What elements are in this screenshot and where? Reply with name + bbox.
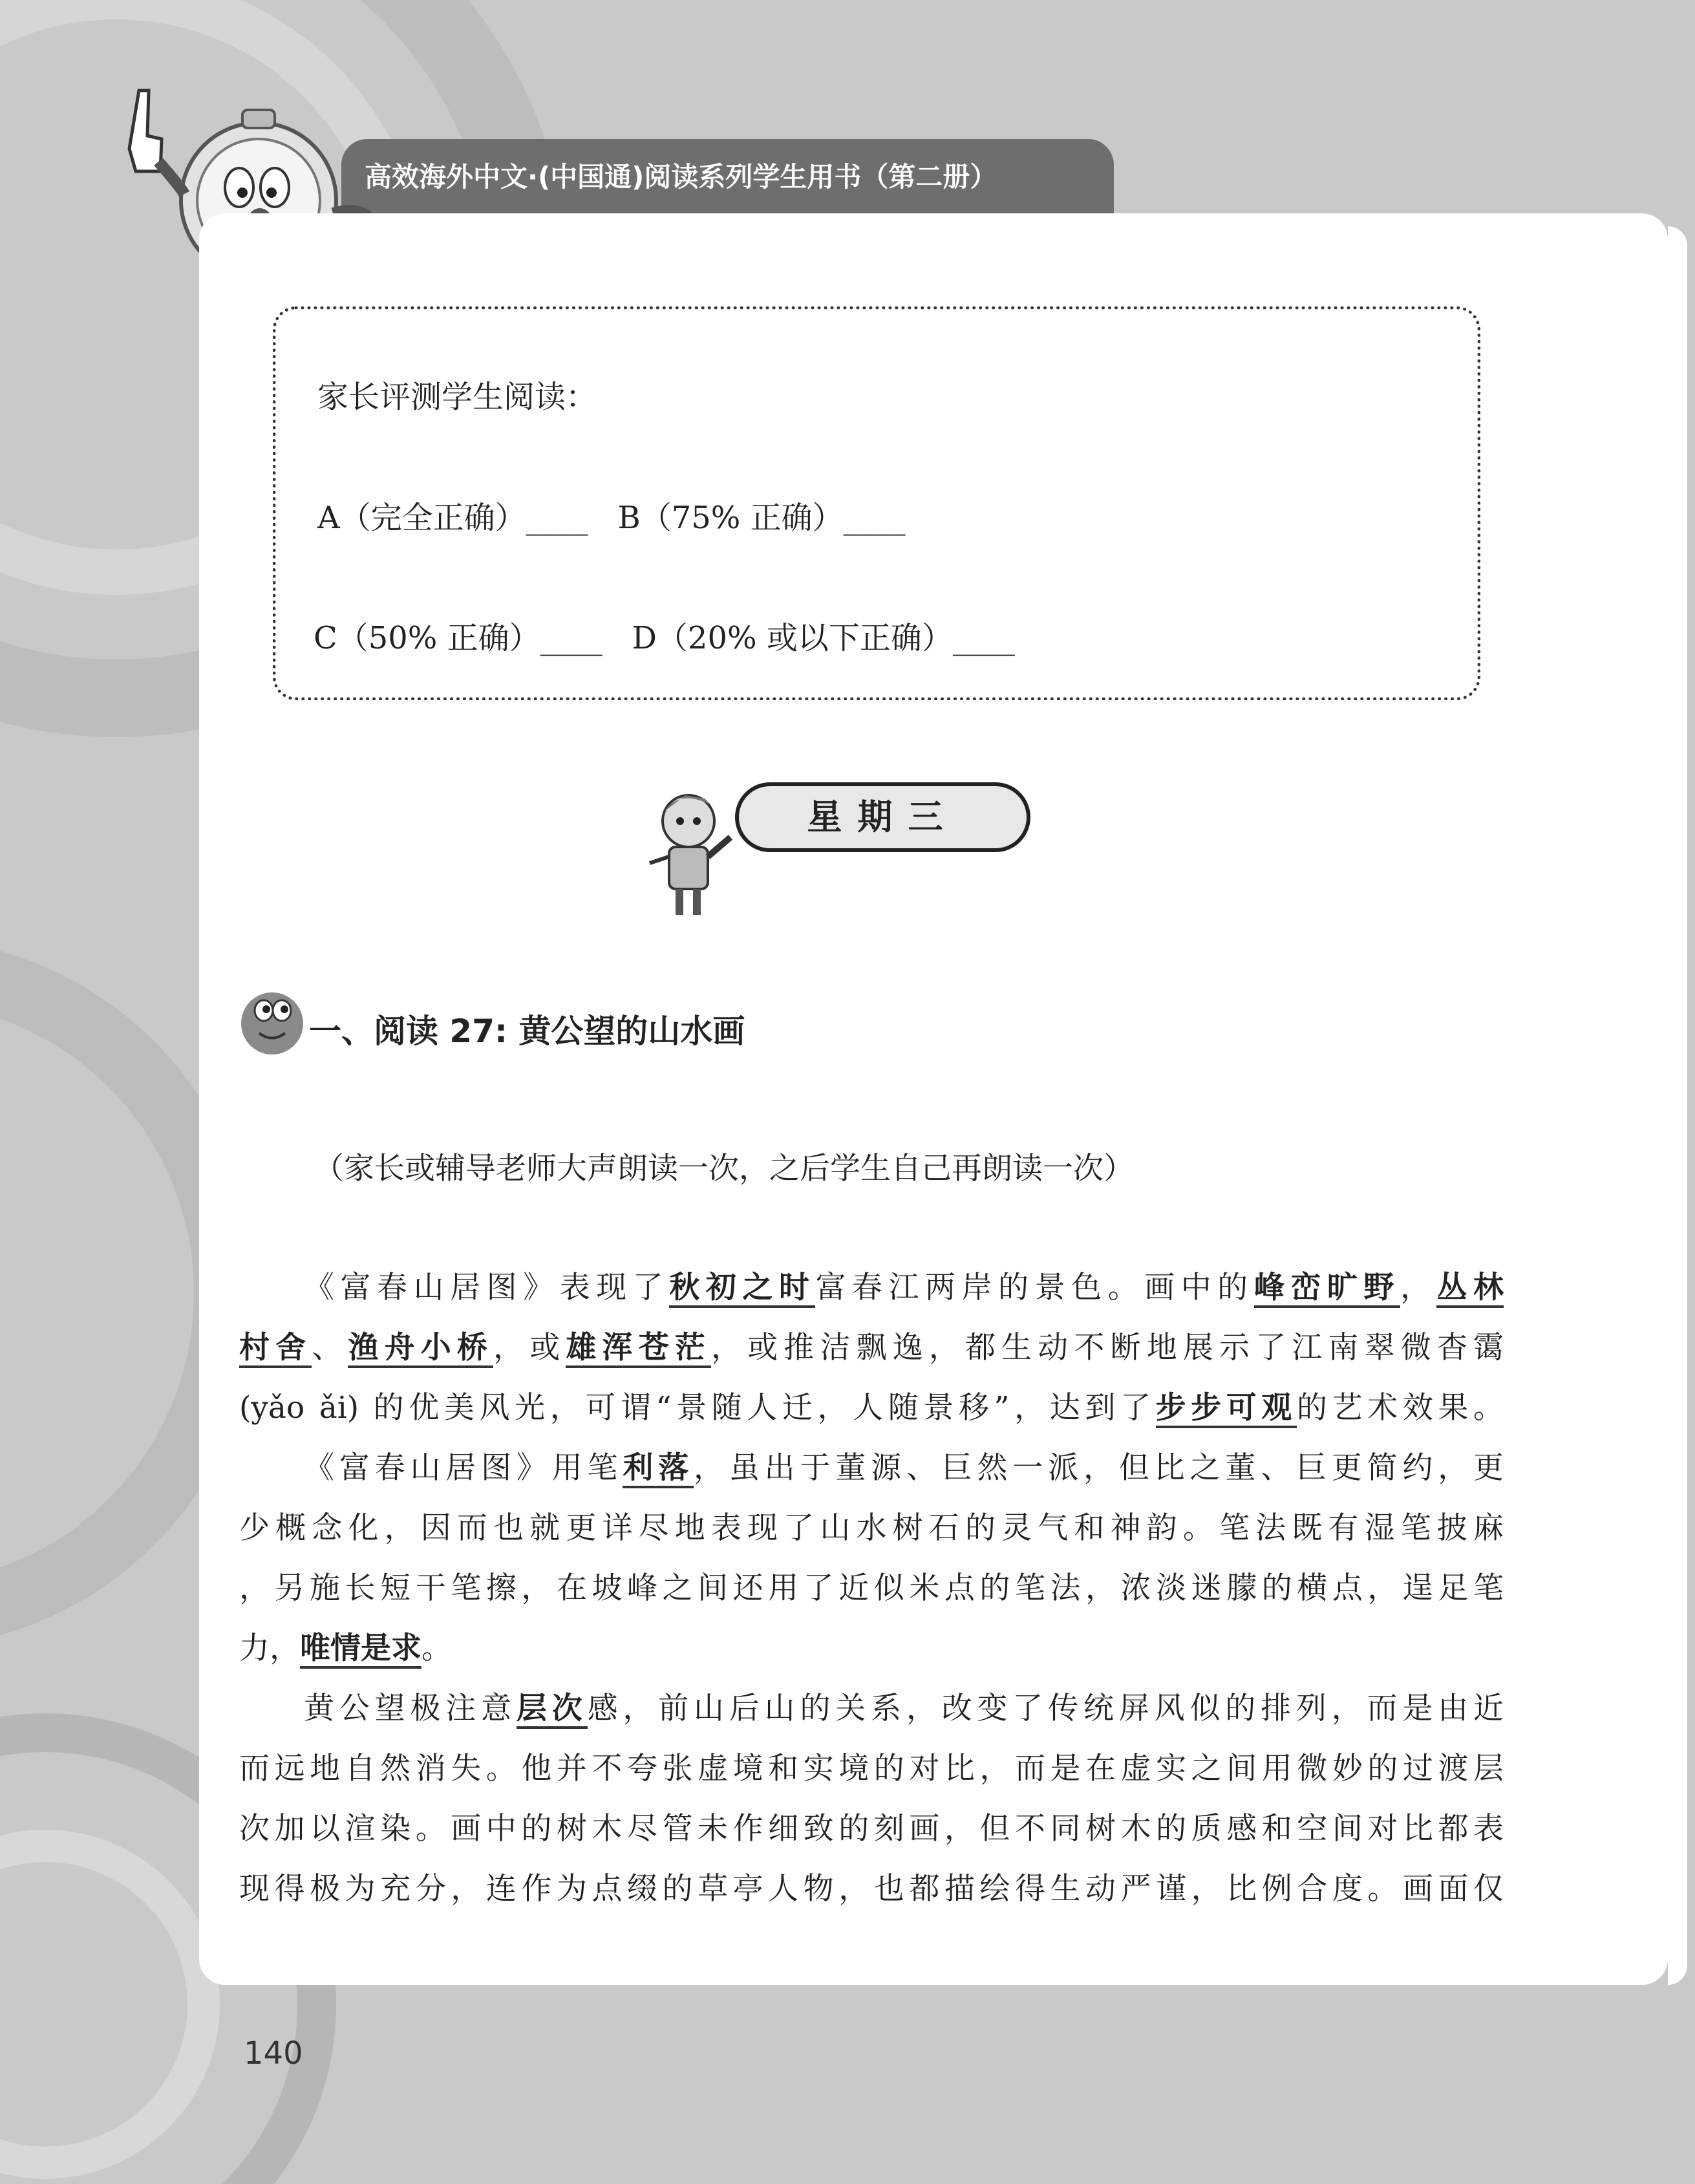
passage-text: 的艺术效果。	[1297, 1390, 1504, 1426]
evaluation-title: 家长评测学生阅读：	[317, 379, 597, 415]
passage-line	[239, 1618, 1504, 1678]
vocabulary-term: 丛林	[1436, 1270, 1504, 1308]
passage-text: 《富春山居图》用笔	[304, 1450, 623, 1486]
passage-line	[239, 1558, 1504, 1618]
passage-text: ，或	[493, 1330, 566, 1365]
reading-instruction: （家长或辅导老师大声朗读一次，之后学生自己再朗读一次）	[314, 1151, 1134, 1186]
passage-line	[239, 1859, 1504, 1919]
passage-text: 《富春山居图》表现了	[304, 1270, 670, 1305]
passage-text: 富春江两岸的景色。画中的	[815, 1270, 1254, 1305]
book-title-tab: 高效海外中文·(中国通)阅读系列学生用书（第二册）	[341, 139, 1114, 215]
background-circle	[0, 1846, 204, 2163]
passage-line	[239, 1318, 1504, 1378]
vocabulary-term: 唯情是求	[300, 1631, 421, 1669]
evaluation-row-cd: C（50% 正确）____ D（20% 或以下正确）____	[314, 620, 1015, 656]
passage-text: 而远地自然消失。他并不夸张虚境和实境的对比，而是在虚实之间用微妙的过渡层	[239, 1751, 1504, 1786]
vocabulary-term: 层次	[517, 1691, 588, 1729]
vocabulary-term: 步步可观	[1156, 1390, 1297, 1428]
evaluation-row-ab: A（完全正确）____ B（75% 正确）____	[317, 500, 906, 536]
vocabulary-term: 渔舟小桥	[348, 1330, 493, 1368]
section-heading: 一、阅读 27: 黄公望的山水画	[309, 1012, 745, 1050]
boy-pointing-icon	[640, 786, 750, 921]
card-edge	[1668, 226, 1687, 1985]
vocabulary-term: 峰峦旷野	[1254, 1270, 1400, 1308]
passage-text: ，或推洁飘逸，都生动不断地展示了江南翠微杳霭	[710, 1330, 1504, 1365]
background-circle	[0, 970, 226, 1616]
passage-line	[239, 1678, 1504, 1739]
passage-line	[239, 1498, 1504, 1558]
passage-text: 、	[312, 1330, 348, 1365]
passage-text: 。	[421, 1631, 452, 1666]
passage-text: ，	[1400, 1270, 1437, 1305]
passage-text: 力，	[239, 1631, 300, 1666]
passage-text: 现得极为充分，连作为点缀的草亭人物，也都描绘得生动严谨，比例合度。画面仅	[239, 1871, 1504, 1907]
smiley-face-icon	[237, 988, 308, 1056]
passage-text: 少概念化，因而也就更详尽地表现了山水树石的灵气和神韵。笔法既有湿笔披麻	[239, 1510, 1504, 1546]
passage-text: 感，前山后山的关系，改变了传统屏风似的排列，而是由近	[587, 1691, 1504, 1726]
passage-text: 黄公望极注意	[304, 1691, 517, 1726]
passage-line	[239, 1799, 1504, 1859]
day-label-weekday: 星期三	[735, 782, 1030, 852]
passage-text: ，虽出于董源、巨然一派，但比之董、巨更简约，更	[694, 1450, 1504, 1486]
vocabulary-term: 利落	[623, 1450, 694, 1488]
vocabulary-term: 村舍	[239, 1330, 312, 1368]
passage-line	[239, 1258, 1504, 1318]
passage-text: (yǎo ǎi) 的优美风光，可谓“景随人迁，人随景移”，达到了	[239, 1390, 1156, 1426]
passage-line	[239, 1739, 1504, 1799]
passage-line	[239, 1378, 1504, 1438]
reading-passage	[239, 1258, 1504, 1919]
passage-line	[239, 1438, 1504, 1498]
vocabulary-term: 雄浑苍茫	[566, 1330, 711, 1368]
passage-text: 次加以渲染。画中的树木尽管未作细致的刻画，但不同树木的质感和空间对比都表	[239, 1811, 1504, 1847]
page-number: 140	[244, 2035, 303, 2072]
vocabulary-term: 秋初之时	[669, 1270, 815, 1308]
passage-text: ，另施长短干笔擦，在坡峰之间还用了近似米点的笔法，浓淡迷朦的横点，逞足笔	[239, 1570, 1504, 1606]
